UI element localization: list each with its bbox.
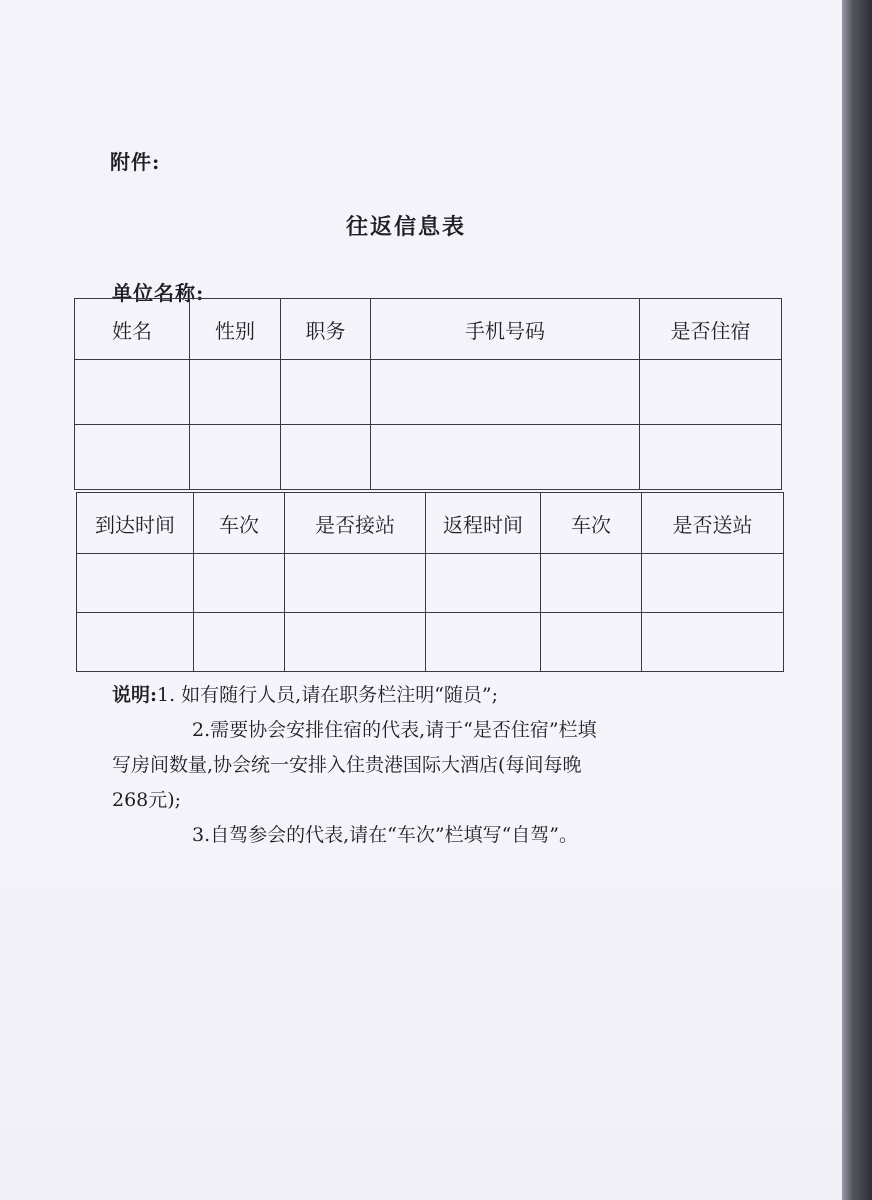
cell-position[interactable]	[281, 360, 371, 425]
cell-arrival-time[interactable]	[77, 554, 194, 613]
cell-phone[interactable]	[371, 425, 640, 490]
cell-return-train-number[interactable]	[541, 613, 642, 672]
cell-pickup[interactable]	[285, 613, 426, 672]
attachment-label: 附件:	[110, 150, 161, 174]
cell-phone[interactable]	[371, 360, 640, 425]
cell-pickup[interactable]	[285, 554, 426, 613]
cell-dropoff[interactable]	[642, 554, 784, 613]
personnel-header-row	[75, 299, 782, 360]
cell-position[interactable]	[281, 425, 371, 490]
header-arrival-time: 到达时间	[77, 493, 194, 554]
cell-return-train-number[interactable]	[541, 554, 642, 613]
header-train-number: 车次	[194, 493, 285, 554]
note-item-2-line-1: 2.需要协会安排住宿的代表,请于“是否住宿”栏填	[192, 719, 597, 741]
travel-table	[76, 492, 784, 672]
travel-header-row	[77, 493, 784, 554]
cell-train-number[interactable]	[194, 554, 285, 613]
header-phone: 手机号码	[371, 299, 640, 360]
notes-label: 说明:	[112, 684, 158, 706]
header-gender: 性别	[190, 299, 281, 360]
cell-accommodation[interactable]	[640, 360, 782, 425]
header-dropoff: 是否送站	[642, 493, 784, 554]
cell-gender[interactable]	[190, 425, 281, 490]
cell-gender[interactable]	[190, 360, 281, 425]
table-row	[75, 360, 782, 425]
header-accommodation: 是否住宿	[640, 299, 782, 360]
header-return-train-number: 车次	[541, 493, 642, 554]
cell-train-number[interactable]	[194, 613, 285, 672]
cell-dropoff[interactable]	[642, 613, 784, 672]
cell-arrival-time[interactable]	[77, 613, 194, 672]
table-row	[77, 613, 784, 672]
scan-edge	[842, 0, 872, 1200]
table-row	[75, 425, 782, 490]
notes-section	[112, 678, 732, 853]
cell-name[interactable]	[75, 360, 190, 425]
page-title: 往返信息表	[345, 214, 466, 240]
header-position: 职务	[281, 299, 371, 360]
note-item-1	[112, 678, 732, 713]
note-text-1: 1. 如有随行人员,请在职务栏注明“随员”;	[157, 684, 499, 706]
header-pickup: 是否接站	[285, 493, 426, 554]
note-item-2-line-3: 268元);	[112, 789, 182, 811]
cell-accommodation[interactable]	[640, 425, 782, 490]
cell-return-time[interactable]	[426, 554, 541, 613]
unit-name-label: 单位名称:	[112, 281, 205, 305]
cell-name[interactable]	[75, 425, 190, 490]
header-return-time: 返程时间	[426, 493, 541, 554]
personnel-table	[74, 298, 782, 490]
cell-return-time[interactable]	[426, 613, 541, 672]
header-name: 姓名	[75, 299, 190, 360]
table-row	[77, 554, 784, 613]
note-item-2-line-2: 写房间数量,协会统一安排入住贵港国际大酒店(每间每晚	[112, 754, 582, 776]
note-item-3: 3.自驾参会的代表,请在“车次”栏填写“自驾”。	[192, 824, 579, 846]
